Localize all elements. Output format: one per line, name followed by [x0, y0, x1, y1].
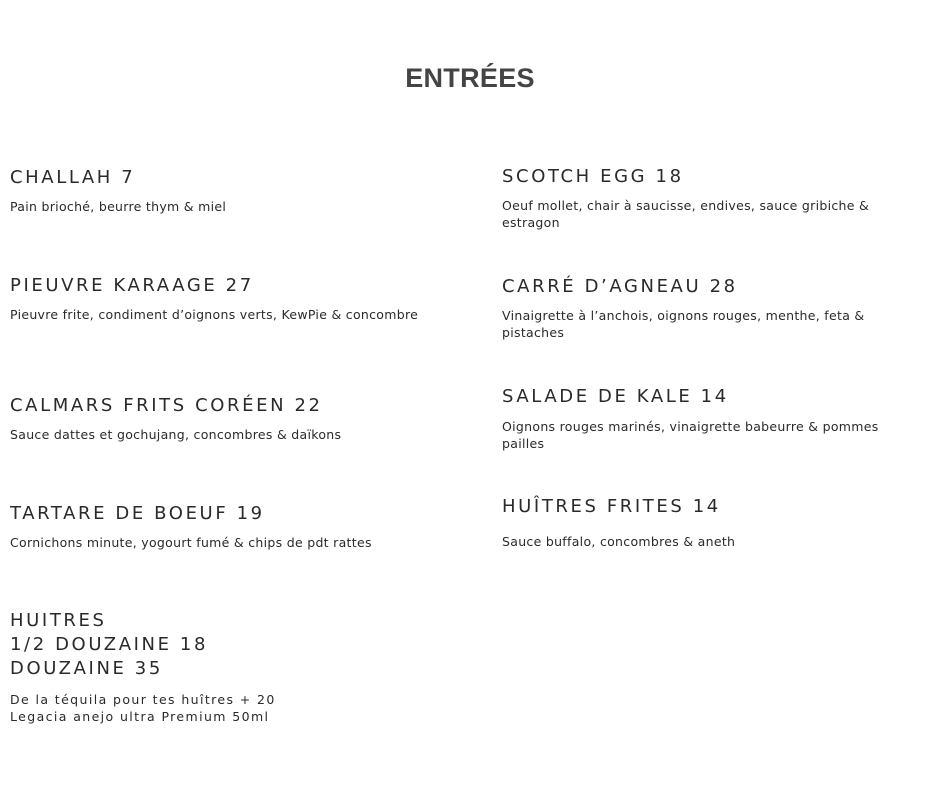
item-name: SCOTCH EGG 18	[502, 166, 684, 187]
item-name: HUÎTRES FRITES 14	[502, 496, 721, 517]
item-name: CHALLAH 7	[10, 167, 136, 188]
menu-item-pieuvre-karaage	[10, 274, 460, 323]
item-name: TARTARE DE BOEUF 19	[10, 503, 265, 524]
menu-item-salade-de-kale	[502, 385, 902, 452]
item-description: Pieuvre frite, condiment d’oignons verts, KewPie & concombre	[10, 307, 419, 322]
item-description: Sauce buffalo, concombres & aneth	[502, 534, 736, 549]
oysters-half-dozen: 1/2 DOUZAINE 18	[10, 634, 208, 655]
menu-item-calmars-frits	[10, 394, 460, 443]
menu-item-scotch-egg	[502, 165, 902, 231]
oysters-dozen: DOUZAINE 35	[10, 658, 163, 679]
section-title: ENTRÉES	[405, 63, 535, 93]
item-name: CARRÉ D’AGNEAU 28	[502, 276, 738, 297]
item-name: CALMARS FRITS CORÉEN 22	[10, 395, 323, 416]
item-name: PIEUVRE KARAAGE 27	[10, 275, 254, 296]
menu-item-tartare-de-boeuf	[10, 502, 460, 551]
item-description: Sauce dattes et gochujang, concombres & daïkons	[10, 427, 342, 442]
item-description: Oeuf mollet, chair à saucisse, endives, sauce gribiche & estragon	[502, 198, 870, 230]
item-description: Pain brioché, beurre thym & miel	[10, 199, 227, 214]
menu-item-challah	[10, 166, 460, 215]
item-description: Oignons rouges marinés, vinaigrette babeurre & pommes pailles	[502, 419, 879, 451]
item-name: SALADE DE KALE 14	[502, 386, 729, 407]
item-description: Cornichons minute, yogourt fumé & chips de pdt rattes	[10, 535, 372, 550]
item-description: Vinaigrette à l’anchois, oignons rouges, menthe, feta & pistaches	[502, 308, 865, 340]
oysters-note: De la téquila pour tes huîtres + 20	[10, 692, 276, 707]
oysters-title: HUITRES	[10, 610, 107, 631]
menu-item-carre-d-agneau	[502, 275, 902, 341]
menu-item-huitres-frites	[502, 495, 902, 550]
menu-item-huitres	[10, 609, 460, 725]
oysters-note-detail: Legacia anejo ultra Premium 50ml	[10, 709, 270, 724]
